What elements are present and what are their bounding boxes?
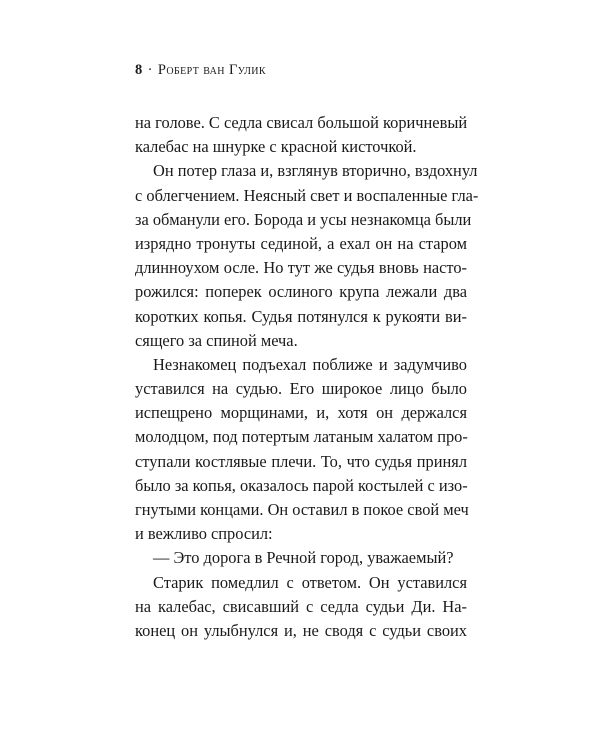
text-line: коротких копья. Судья потянулся к рукояти ви- — [135, 306, 467, 326]
text-line: Незнакомец подъехал поближе и задумчиво — [153, 354, 467, 374]
header-author: Роберт ван Гулик — [157, 62, 266, 78]
header-separator: · — [147, 62, 153, 78]
text-line: длинноухом осле. Но тут же судья вновь насто- — [135, 258, 467, 278]
text-line: калебас на шнурке с красной кисточкой. — [135, 137, 417, 157]
text-line: за обманули его. Борода и усы незнакомца были — [135, 209, 472, 229]
text-line: изрядно тронуты сединой, а ехал он на старом — [135, 233, 467, 253]
text-line: на калебас, свисавший с седла судьи Ди. На- — [135, 596, 467, 616]
text-line: уставился на судью. Его широкое лицо было — [135, 379, 467, 399]
text-line: было за копья, оказалось парой костылей с изо- — [135, 475, 468, 495]
text-line: и вежливо спросил: — [135, 524, 273, 544]
body-text — [135, 111, 479, 643]
text-line: на голове. С седла свисал большой коричневый — [135, 113, 468, 132]
text-line: с облегчением. Неясный свет и воспаленные гла- — [135, 185, 479, 205]
text-line: Старик помедлил с ответом. Он уставился — [153, 572, 467, 592]
running-header — [135, 62, 266, 79]
text-line: — Это дорога в Речной город, уважаемый? — [153, 548, 454, 568]
text-line: конец он улыбнулся и, не сводя с судьи своих — [135, 620, 467, 640]
text-line: Он потер глаза и, взглянув вторично, вздохнул — [153, 161, 478, 181]
text-line: сящего за спиной меча. — [135, 330, 298, 350]
text-line: испещрено морщинами, и, хотя он держался — [135, 403, 467, 423]
text-line: ступали костлявые плечи. То, что судья принял — [135, 451, 467, 471]
text-line: рожился: поперек ослиного крупа лежали два — [135, 282, 467, 302]
text-line: молодцом, под потертым латаным халатом про- — [135, 427, 468, 447]
page-number: 8 — [135, 62, 143, 78]
text-line: гнутыми концами. Он оставил в покое свой меч — [135, 500, 469, 519]
